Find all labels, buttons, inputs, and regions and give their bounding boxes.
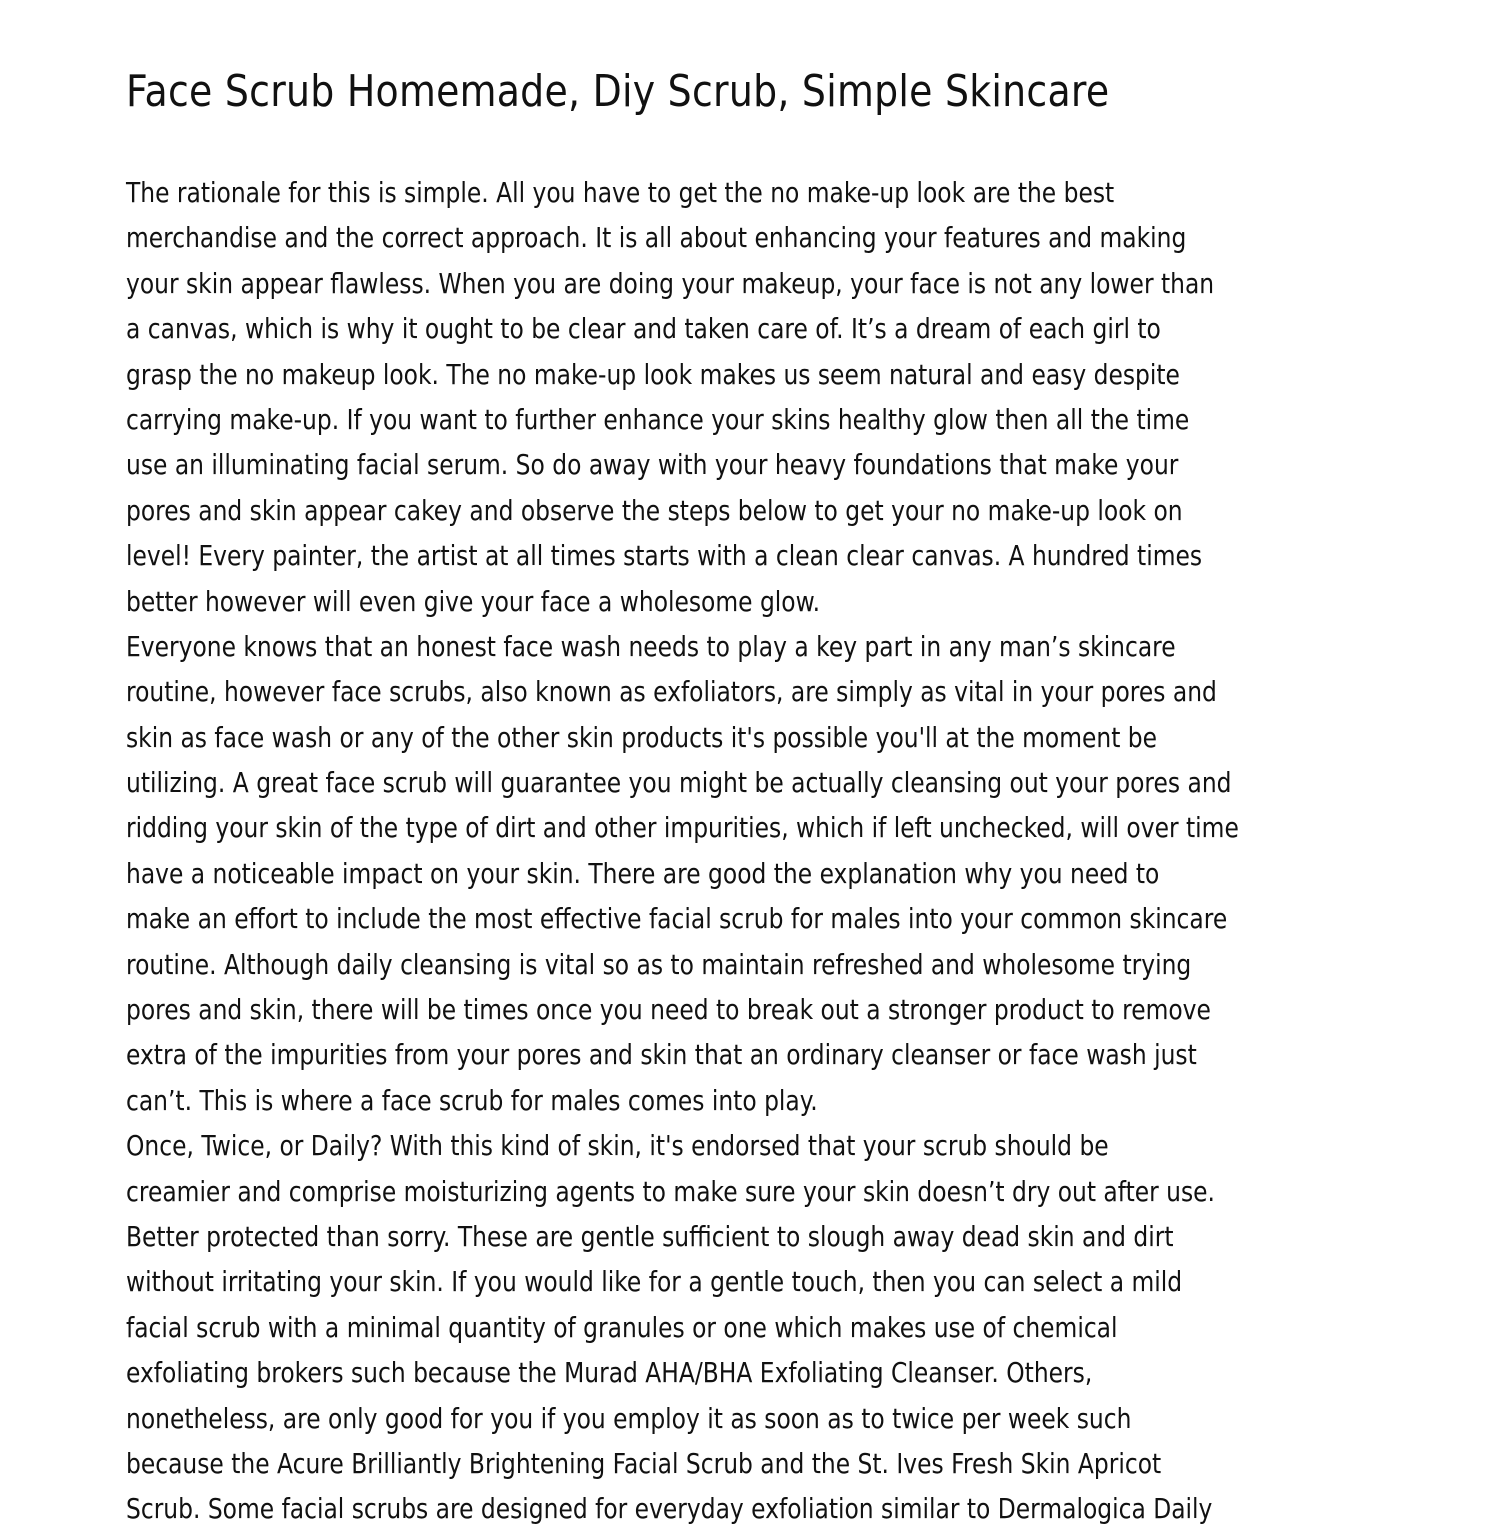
text-line: skin as face wash or any of the other skin products it's possible you'll at the moment be [126, 720, 1158, 754]
text-line: grasp the no makeup look. The no make-up look makes us seem natural and easy despite [126, 357, 1180, 391]
text-line: your skin appear flawless. When you are doing your makeup, your face is not any lower than [126, 266, 1215, 300]
text-line: better however will even give your face a wholesome glow. [126, 584, 821, 618]
text-line: exfoliating brokers such because the Murad AHA/BHA Exfoliating Cleanser. Others, [126, 1356, 1093, 1390]
document-title: Face Scrub Homemade, Diy Scrub, Simple Skincare [126, 66, 1110, 117]
paragraph-1 [126, 170, 1426, 624]
paragraph-2 [126, 624, 1426, 1123]
text-line: merchandise and the correct approach. It is all about enhancing your features and making [126, 221, 1187, 255]
text-line: extra of the impurities from your pores and skin that an ordinary cleanser or face wash just [126, 1038, 1197, 1072]
text-line: Better protected than sorry. These are gentle sufficient to slough away dead skin and dirt [126, 1219, 1174, 1253]
text-line: facial scrub with a minimal quantity of granules or one which makes use of chemical [126, 1310, 1118, 1344]
text-line: routine, however face scrubs, also known as exfoliators, are simply as vital in your pores and [126, 675, 1217, 709]
text-line: routine. Although daily cleansing is vital so as to maintain refreshed and wholesome trying [126, 947, 1192, 981]
text-line: because the Acure Brilliantly Brightening Facial Scrub and the St. Ives Fresh Skin Apricot [126, 1446, 1162, 1480]
text-line: carrying make-up. If you want to further enhance your skins healthy glow then all the time [126, 402, 1190, 436]
text-line: ridding your skin of the type of dirt and other impurities, which if left unchecked, will over time [126, 811, 1239, 845]
text-line: creamier and comprise moisturizing agents to make sure your skin doesn’t dry out after use. [126, 1174, 1215, 1208]
text-line: a canvas, which is why it ought to be clear and taken care of. It’s a dream of each girl to [126, 312, 1161, 346]
text-line: use an illuminating facial serum. So do away with your heavy foundations that make your [126, 448, 1179, 482]
text-line: Once, Twice, or Daily? With this kind of skin, it's endorsed that your scrub should be [126, 1129, 1109, 1163]
text-line: pores and skin, there will be times once you need to break out a stronger product to remove [126, 993, 1211, 1027]
text-line: utilizing. A great face scrub will guarantee you might be actually cleansing out your pores and [126, 766, 1232, 800]
text-line: Everyone knows that an honest face wash needs to play a key part in any man’s skincare [126, 629, 1176, 663]
text-line: without irritating your skin. If you would like for a gentle touch, then you can select a mild [126, 1265, 1183, 1299]
text-line: have a noticeable impact on your skin. There are good the explanation why you need to [126, 856, 1160, 890]
text-line: level! Every painter, the artist at all times starts with a clean clear canvas. A hundred times [126, 539, 1203, 573]
text-line: make an effort to include the most effective facial scrub for males into your common skincare [126, 902, 1228, 936]
text-line: The rationale for this is simple. All you have to get the no make-up look are the best [126, 176, 1115, 209]
text-line: nonetheless, are only good for you if you employ it as soon as to twice per week such [126, 1401, 1132, 1435]
text-line: can’t. This is where a face scrub for males comes into play. [126, 1083, 818, 1117]
paragraph-3 [126, 1123, 1426, 1532]
text-line: Scrub. Some facial scrubs are designed for everyday exfoliation similar to Dermalogica Daily [126, 1492, 1213, 1526]
text-line: pores and skin appear cakey and observe the steps below to get your no make-up look on [126, 493, 1183, 527]
document-body [126, 170, 1426, 1532]
